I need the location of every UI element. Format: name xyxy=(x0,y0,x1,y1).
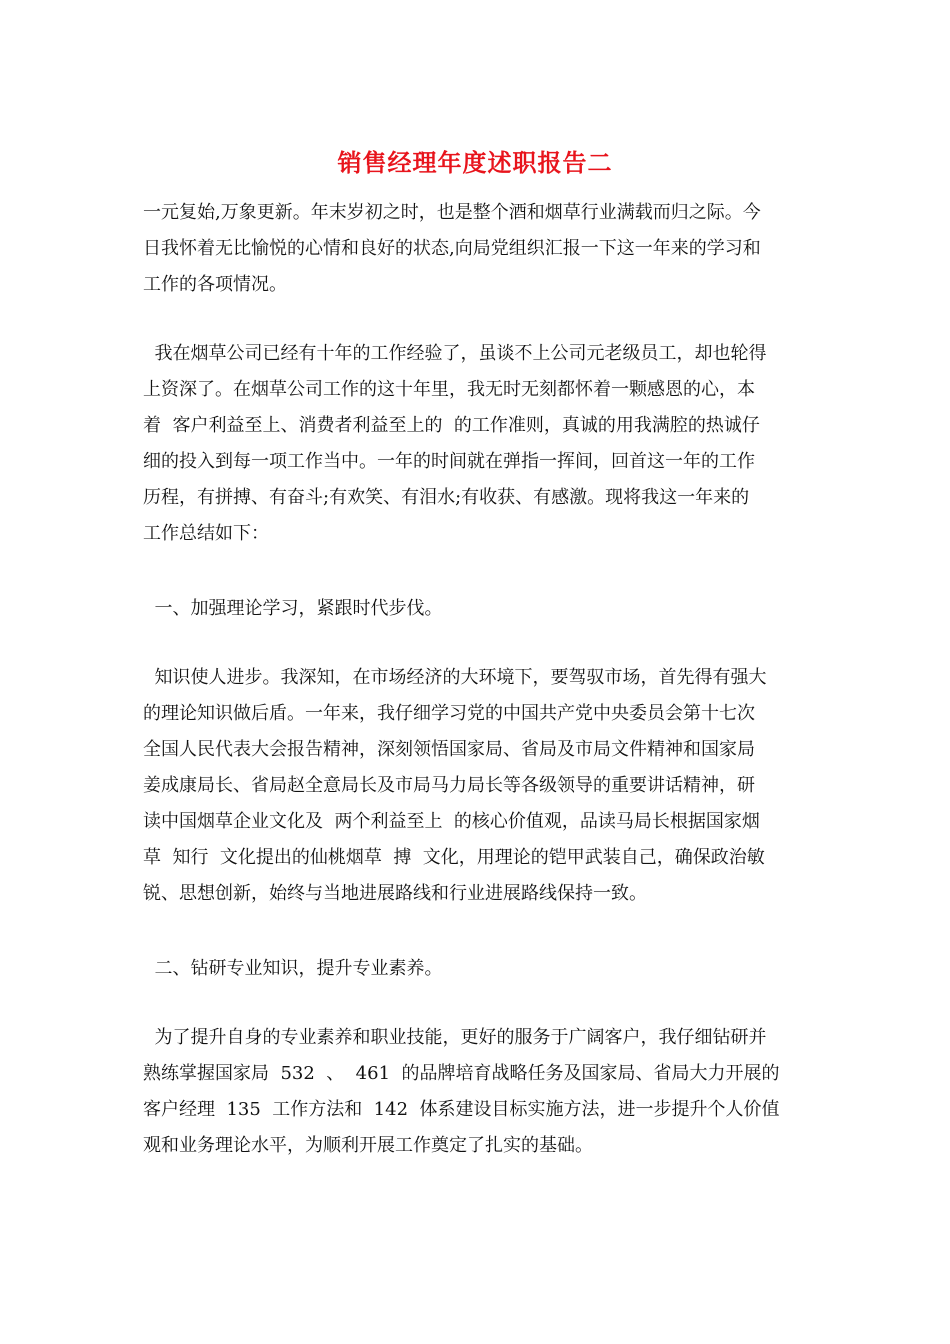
text-line: 读中国烟草企业文化及 两个利益至上 的核心价值观，品读马局长根据国家烟 xyxy=(143,811,760,832)
text-line: 观和业务理论水平，为顺利开展工作奠定了扎实的基础。 xyxy=(143,1135,593,1156)
section-heading-2 xyxy=(143,951,813,987)
text-line: 知识使人进步。我深知，在市场经济的大环境下，要驾驭市场，首先得有强大 xyxy=(143,667,767,688)
text-line: 细的投入到每一项工作当中。一年的时间就在弹指一挥间，回首这一年的工作 xyxy=(143,451,755,472)
paragraph-intro xyxy=(143,195,813,303)
document-title: 销售经理年度述职报告二 xyxy=(337,148,613,177)
text-line: 草 知行 文化提出的仙桃烟草 搏 文化，用理论的铠甲武装自己，确保政治敏 xyxy=(143,847,765,868)
paragraph-experience xyxy=(143,336,813,552)
text-line: 着 客户利益至上、消费者利益至上的 的工作准则，真诚的用我满腔的热诚仔 xyxy=(143,415,760,436)
text-line: 为了提升自身的专业素养和职业技能，更好的服务于广阔客户，我仔细钻研并 xyxy=(143,1027,767,1048)
section-heading-text: 二、钻研专业知识，提升专业素养。 xyxy=(143,958,443,979)
section-heading-1 xyxy=(143,591,813,627)
text-line: 锐、思想创新，始终与当地进展路线和行业进展路线保持一致。 xyxy=(143,883,647,904)
paragraph-theory xyxy=(143,660,813,912)
text-line: 工作总结如下： xyxy=(143,523,269,544)
paragraph-professional xyxy=(143,1020,813,1164)
text-line: 客户经理 135 工作方法和 142 体系建设目标实施方法，进一步提升个人价值 xyxy=(143,1099,780,1120)
text-line: 日我怀着无比愉悦的心情和良好的状态,向局党组织汇报一下这一年来的学习和 xyxy=(143,238,761,259)
text-line: 姜成康局长、省局赵全意局长及市局马力局长等各级领导的重要讲话精神，研 xyxy=(143,775,755,796)
text-line: 我在烟草公司已经有十年的工作经验了，虽谈不上公司元老级员工，却也轮得 xyxy=(143,343,767,364)
text-line: 全国人民代表大会报告精神，深刻领悟国家局、省局及市局文件精神和国家局 xyxy=(143,739,755,760)
text-line: 的理论知识做后盾。一年来，我仔细学习党的中国共产党中央委员会第十七次 xyxy=(143,703,755,724)
text-line: 上资深了。在烟草公司工作的这十年里，我无时无刻都怀着一颗感恩的心，本 xyxy=(143,379,755,400)
text-line: 一元复始,万象更新。年末岁初之时，也是整个酒和烟草行业满载而归之际。今 xyxy=(143,202,761,223)
text-line: 历程，有拼搏、有奋斗;有欢笑、有泪水;有收获、有感激。现将我这一年来的 xyxy=(143,487,750,508)
text-line: 熟练掌握国家局 532 、 461 的品牌培育战略任务及国家局、省局大力开展的 xyxy=(143,1063,780,1084)
section-heading-text: 一、加强理论学习，紧跟时代步伐。 xyxy=(143,598,443,619)
text-line: 工作的各项情况。 xyxy=(143,274,287,295)
